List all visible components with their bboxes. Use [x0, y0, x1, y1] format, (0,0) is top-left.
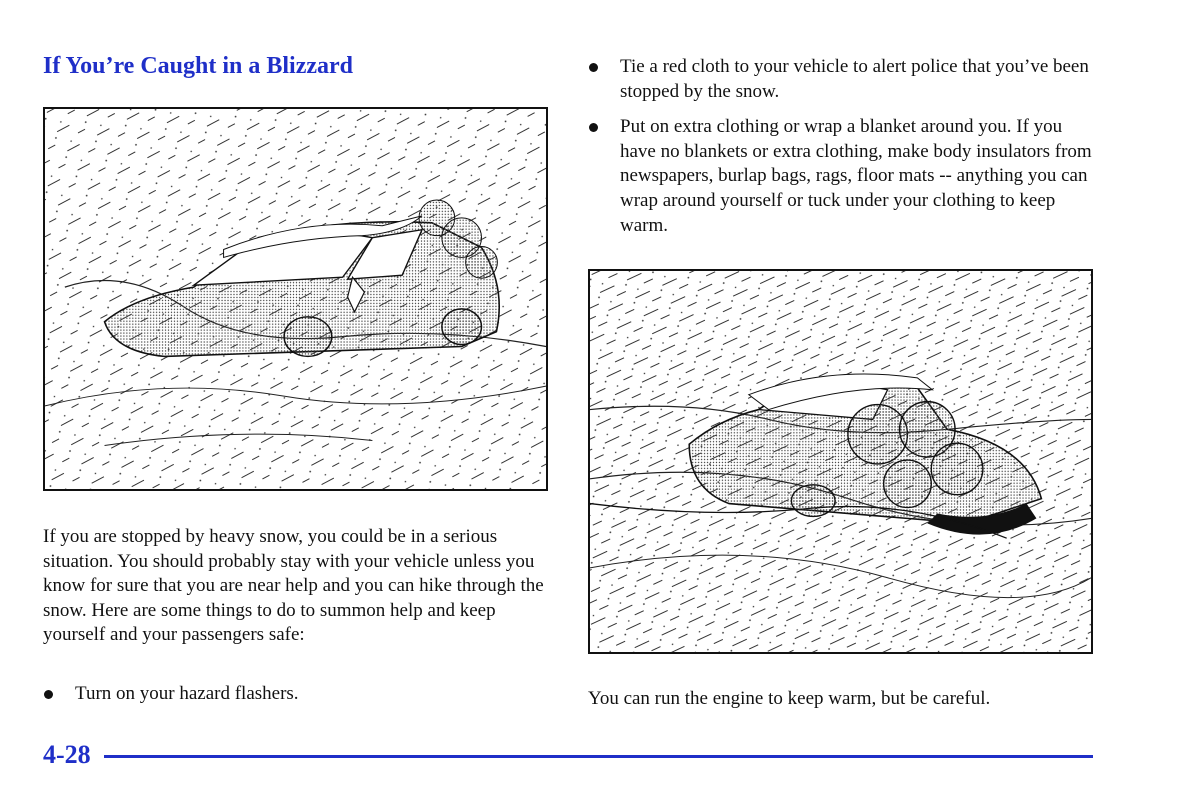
bullet-icon — [589, 123, 598, 132]
bullet-text: Tie a red cloth to your vehicle to alert police that you’ve been stopped by the snow. — [620, 56, 1089, 102]
bullet-icon — [589, 63, 598, 72]
bullet-item — [43, 682, 548, 707]
bullet-text: Put on extra clothing or wrap a blanket around you. If you have no blankets or extra clothing, make body insulators from newspapers, burlap bags, rags, floor mats -- anything you can wrap around yourself or tuck under your clothing to keep warm. — [620, 116, 1092, 236]
bullet-icon — [44, 690, 53, 699]
intro-paragraph: If you are stopped by heavy snow, you could be in a serious situation. You should probably stay with your vehicle unless you know for sure that you are near help and you can hike through the snow. Here are some things to do to summon help and keep yourself and your passengers safe: — [43, 526, 544, 646]
bullet-text: Turn on your hazard flashers. — [75, 683, 299, 704]
car-exhaust-drawing — [590, 271, 1091, 652]
section-heading: If You’re Caught in a Blizzard — [43, 53, 354, 79]
figure-caption: You can run the engine to keep warm, but be careful. — [588, 688, 991, 709]
bullet-item — [588, 115, 1093, 238]
footer-rule — [104, 755, 1093, 758]
left-bullet-list — [43, 682, 548, 707]
car-engine-running-illustration — [588, 269, 1093, 654]
car-in-blizzard-drawing — [45, 109, 546, 489]
page-number: 4-28 — [43, 740, 91, 769]
right-bullet-list — [588, 55, 1093, 238]
bullet-item — [588, 55, 1093, 104]
car-in-blizzard-illustration — [43, 107, 548, 491]
